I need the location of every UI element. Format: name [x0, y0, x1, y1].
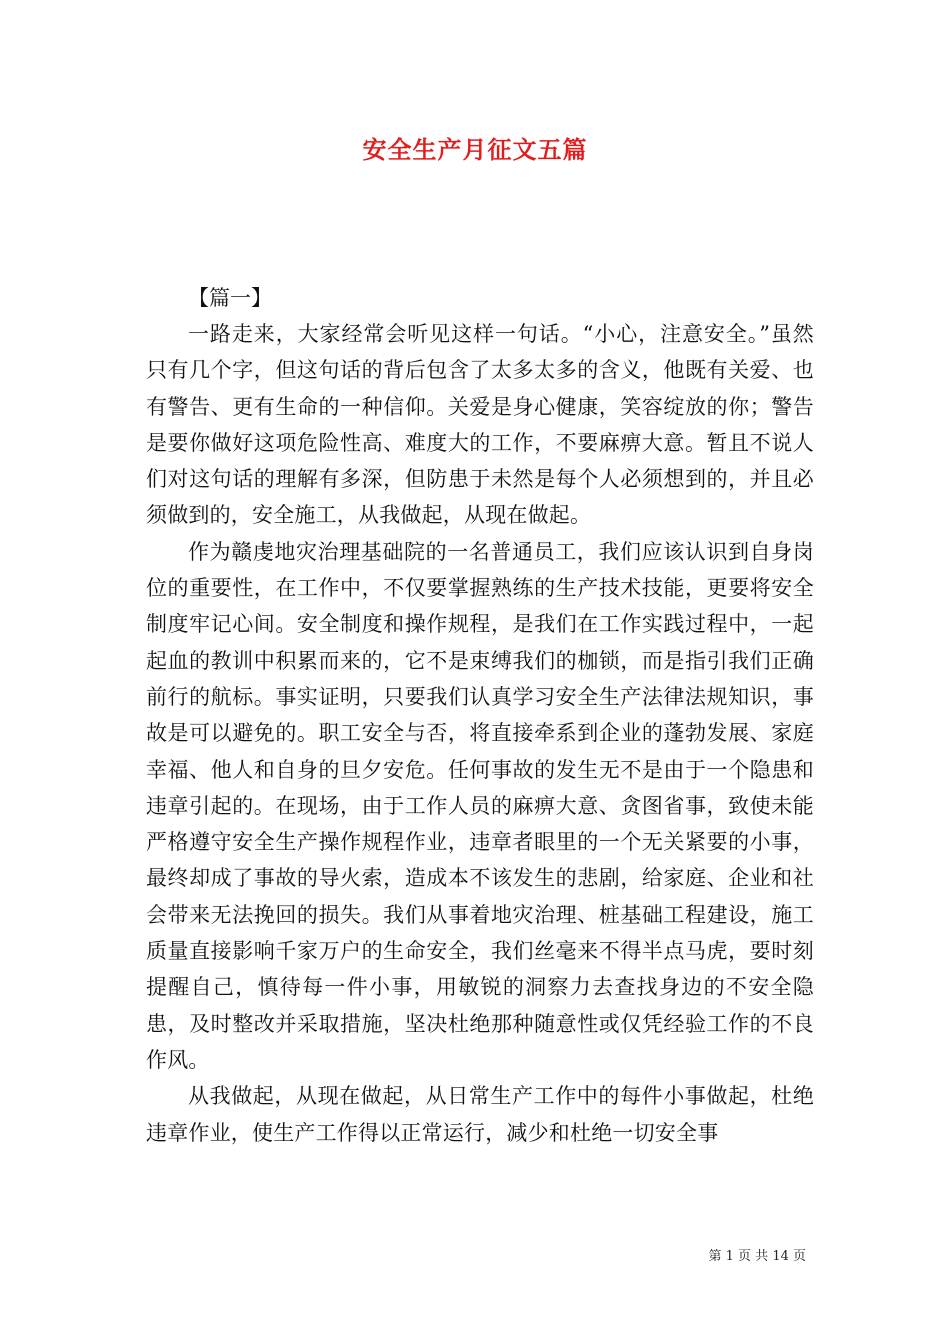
page-title: 安全生产月征文五篇 — [362, 135, 588, 164]
section-heading: 【篇一】 — [188, 286, 272, 310]
page-number: 第 1 页 共 14 页 — [708, 1249, 806, 1264]
document-body — [146, 280, 814, 1151]
paragraph-2: 作为赣虔地灾治理基础院的一名普通员工，我们应该认识到自身岗位的重要性，在工作中，不仅要掌握熟练的生产技术技能，更要将安全制度牢记心间。安全制度和操作规程，是我们在工作实践过程中，一起起血的教训中积累而来的，它不是束缚我们的枷锁，而是指引我们正确前行的航标。事实证明，只要我们认真学习安全生产法律法规知识，事故是可以避免的。职工安全与否，将直接牵系到企业的蓬勃发展、家庭幸福、他人和自身的旦夕安危。任何事故的发生无不是由于一个隐患和违章引起的。在现场，由于工作人员的麻痹大意、贪图省事，致使未能严格遵守安全生产操作规程作业，违章者眼里的一个无关紧要的小事，最终却成了事故的导火索，造成本不该发生的悲剧，给家庭、企业和社会带来无法挽回的损失。我们从事着地灾治理、桩基础工程建设，施工质量直接影响千家万户的生命安全，我们丝毫来不得半点马虎，要时刻提醒自己，慎待每一件小事，用敏锐的洞察力去查找身边的不安全隐患，及时整改并采取措施，坚决杜绝那种随意性或仅凭经验工作的不良作风。 — [146, 539, 814, 1072]
paragraph-3: 从我做起，从现在做起，从日常生产工作中的每件小事做起，杜绝违章作业，使生产工作得以正常运行，减少和杜绝一切安全事 — [146, 1084, 814, 1145]
paragraph-1: 一路走来，大家经常会听见这样一句话。“小心，注意安全。”虽然只有几个字，但这句话的背后包含了太多太多的含义，他既有关爱、也有警告、更有生命的一种信仰。关爱是身心健康，笑容绽放的你；警告是要你做好这项危险性高、难度大的工作，不要麻痹大意。暂且不说人们对这句话的理解有多深，但防患于未然是每个人必须想到的，并且必须做到的，安全施工，从我做起，从现在做起。 — [146, 322, 814, 528]
